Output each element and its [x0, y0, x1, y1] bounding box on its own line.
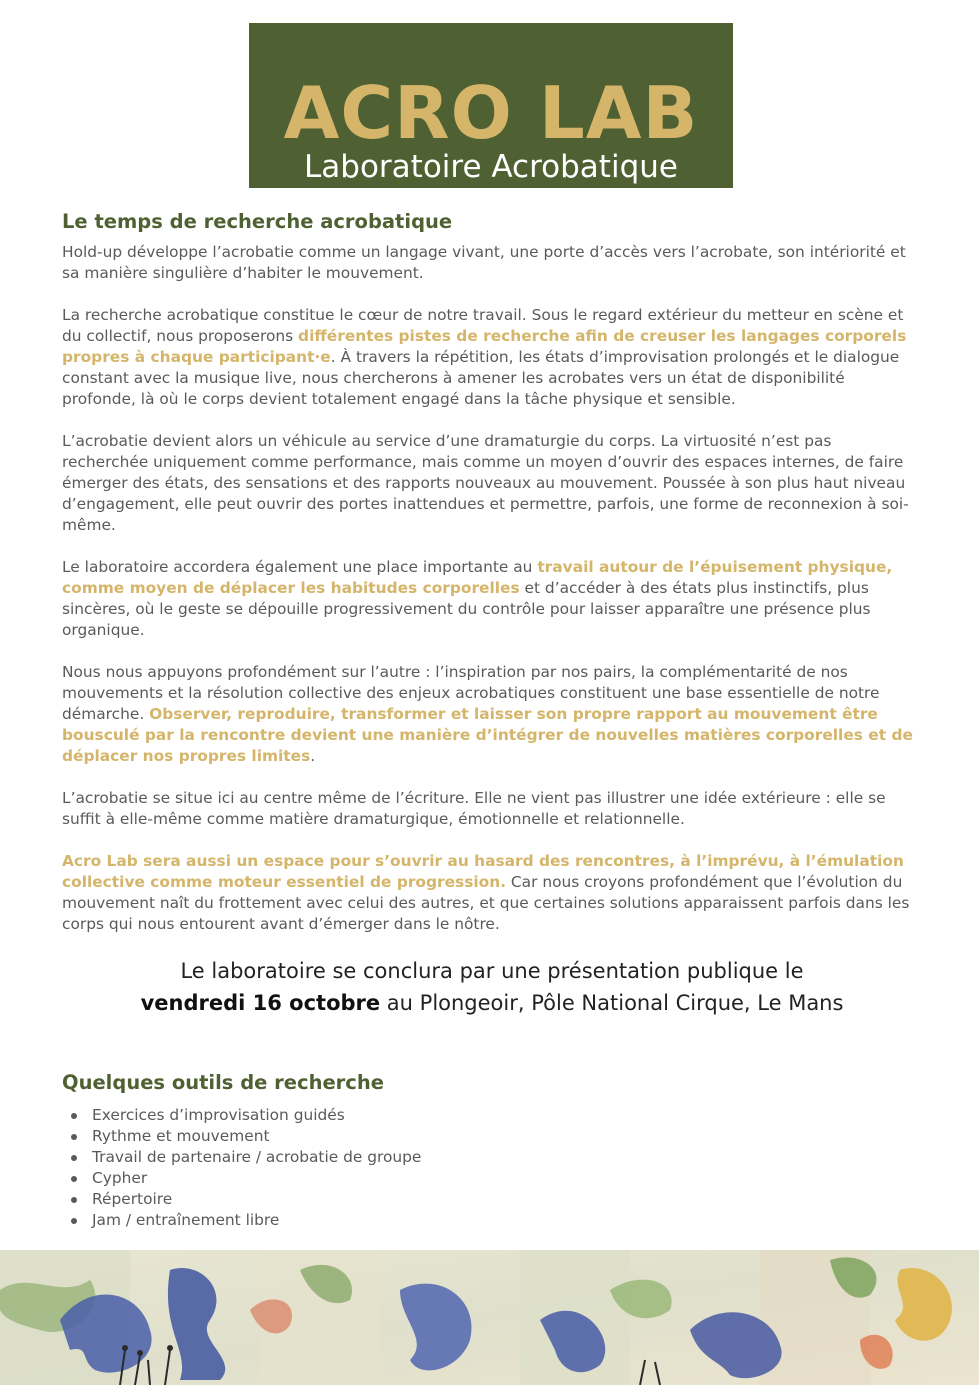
- announcement-date: vendredi 16 octobre: [140, 991, 381, 1015]
- banner-subtitle: Laboratoire Acrobatique: [304, 149, 678, 185]
- text-segment: . À travers la répétition, les états d’improvisation prolongés et le dialogue constant avec la musique live, nous chercherons à amener les acrobates vers un état de disponibilité profonde, là où le corps devient totalement engagé dans la tâche physique et sensible.: [62, 348, 900, 408]
- highlight-text: différentes pistes de recherche afin de creuser les langages corporels propres à chaque participant·e: [62, 327, 907, 366]
- list-item: Cypher: [62, 1168, 922, 1189]
- section-heading: Le temps de recherche acrobatique: [62, 210, 453, 233]
- text-segment: La recherche acrobatique constitue le cœur de notre travail. Sous le regard extérieur du metteur en scène et du collectif, nous proposerons: [62, 306, 904, 345]
- highlight-text: Observer, reproduire, transformer et laisser son propre rapport au mouvement être bousculé par la rencontre devient une manière d’intégrer de nouvelles matières corporelles et de déplacer nos propres limites: [62, 705, 913, 765]
- highlight-text: travail autour de l’épuisement physique, comme moyen de déplacer les habitudes corporelles: [62, 558, 893, 597]
- list-item: Travail de partenaire / acrobatie de groupe: [62, 1147, 922, 1168]
- tools-section: [62, 1069, 922, 1231]
- public-presentation-announcement: [62, 955, 922, 1019]
- paragraph-encounters: [62, 851, 922, 935]
- text-segment: Nous nous appuyons profondément sur l’autre : l’inspiration par nos pairs, la complémentarité de nos mouvements et la résolution collective des enjeux acrobatiques constituent une base essentielle de notre démarche.: [62, 663, 880, 723]
- text-segment: Le laboratoire accordera également une place importante au: [62, 558, 538, 576]
- tools-list: [62, 1105, 922, 1231]
- paragraph-exhaustion: [62, 557, 922, 641]
- list-item: Exercices d’improvisation guidés: [62, 1105, 922, 1126]
- tools-heading: Quelques outils de recherche: [62, 1071, 384, 1094]
- highlight-text: Acro Lab sera aussi un espace pour s’ouvrir au hasard des rencontres, à l’imprévu, à l’émulation collective comme moteur essentiel de progression.: [62, 852, 904, 891]
- banner-title: ACRO LAB: [283, 71, 699, 155]
- paragraph-others: [62, 662, 922, 767]
- announcement-line1: Le laboratoire se conclura par une présentation publique le: [180, 959, 804, 983]
- paragraph-dramaturgy: L’acrobatie devient alors un véhicule au service d’une dramaturgie du corps. La virtuosité n’est pas recherchée uniquement comme performance, mais comme un moyen d’ouvrir des espaces internes, de faire émerger des états, des sensations et des rapports nouveaux au mouvement. Poussée à son plus haut niveau d’engagement, elle peut ouvrir des portes inattendues et permettre, parfois, une forme de reconnexion à soi-même.: [62, 432, 909, 534]
- text-segment: .: [310, 747, 316, 765]
- list-item: Jam / entraînement libre: [62, 1210, 922, 1231]
- announcement-line2: [62, 987, 922, 1019]
- header-banner: [249, 23, 733, 188]
- acrobats-painting: [0, 1250, 979, 1385]
- paragraph-writing: L’acrobatie se situe ici au centre même de l’écriture. Elle ne vient pas illustrer une idée extérieure : elle se suffit à elle-même comme matière dramaturgique, émotionnelle et relationnelle.: [62, 789, 886, 828]
- main-content: [62, 208, 922, 1231]
- list-item: Rythme et mouvement: [62, 1126, 922, 1147]
- list-item: Répertoire: [62, 1189, 922, 1210]
- paragraph-research: [62, 305, 922, 410]
- announcement-location: au Plongeoir, Pôle National Cirque, Le Mans: [380, 991, 844, 1015]
- text-segment: et d’accéder à des états plus instinctifs, plus sincères, où le geste se dépouille progressivement du contrôle pour laisser apparaître une présence plus organique.: [62, 579, 871, 639]
- paragraph-intro: Hold-up développe l’acrobatie comme un langage vivant, une porte d’accès vers l’acrobate, son intériorité et sa manière singulière d’habiter le mouvement.: [62, 243, 906, 282]
- watercolor-illustration: [0, 1250, 979, 1385]
- text-segment: Car nous croyons profondément que l’évolution du mouvement naît du frottement avec celui des autres, et que certaines solutions apparaissent parfois dans les corps qui nous entourent avant d’émerger dans le nôtre.: [62, 873, 910, 933]
